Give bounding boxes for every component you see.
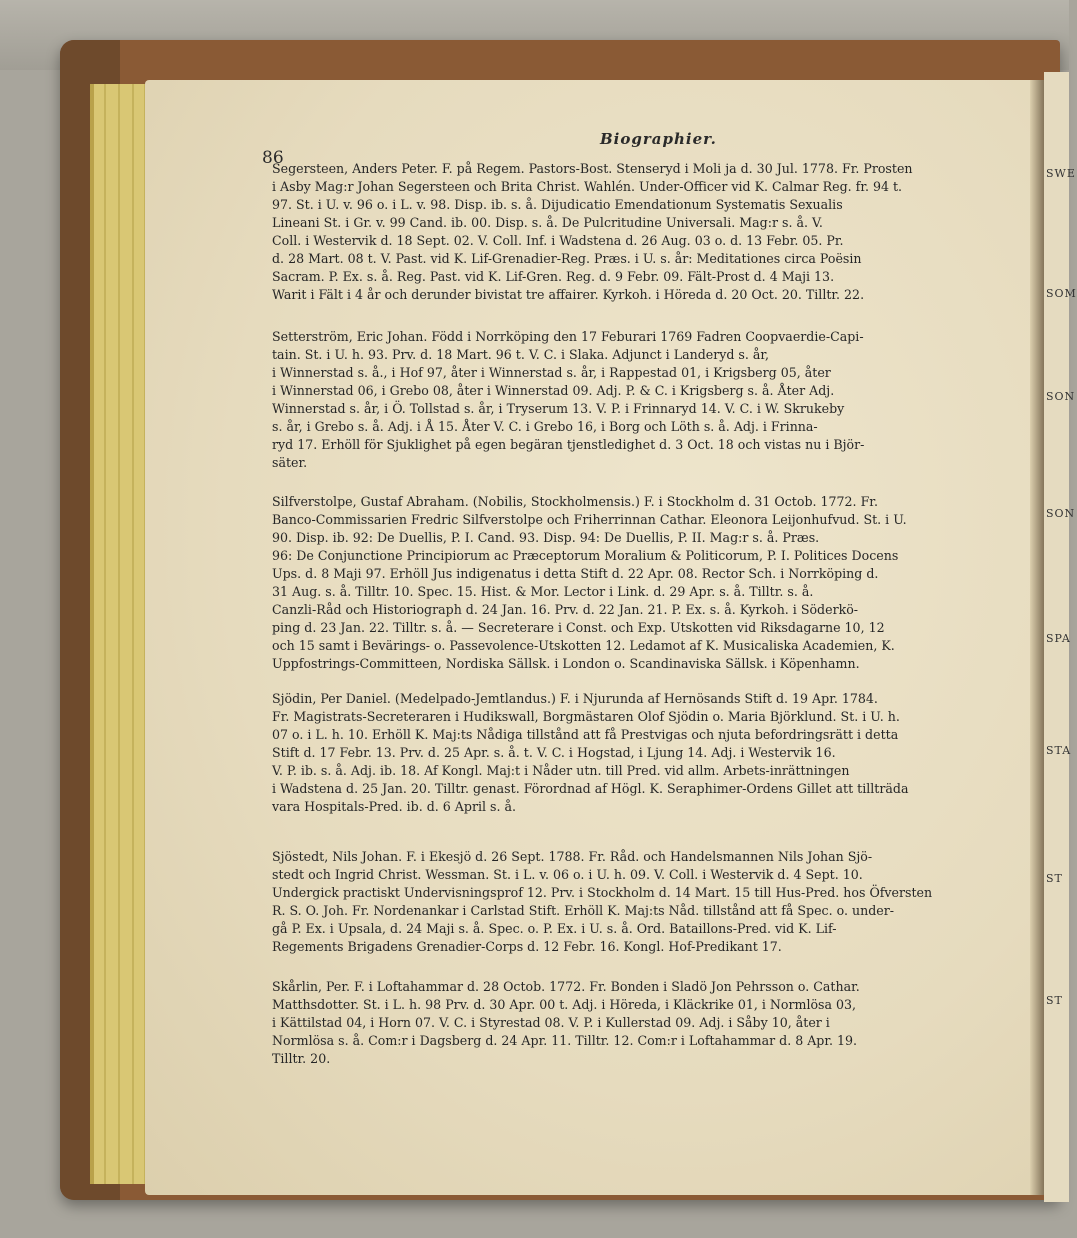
entry-sjostedt	[272, 848, 1034, 956]
entry-line: Canzli-Råd och Historiograph d. 24 Jan. 16. Prv. d. 22 Jan. 21. P. Ex. s. å. Kyrkoh. i Söderkö-	[272, 602, 859, 617]
entry-setterstrom	[272, 328, 1034, 472]
entry-line: Setterström, Eric Johan. Född i Norrköping den 17 Feburari 1769 Fadren Coopvaerdie-Capi-	[272, 329, 864, 344]
entry-line: d. 28 Mart. 08 t. V. Past. vid K. Lif-Grenadier-Reg. Præs. i U. s. år: Meditationes circa Poësin	[272, 251, 862, 266]
entry-line: Sjödin, Per Daniel. (Medelpado-Jemtlandus.) F. i Njurunda af Hernösands Stift d. 19 Apr. 1784.	[272, 691, 878, 706]
entry-line: s. år, i Grebo s. å. Adj. i Å 15. Åter V. C. i Grebo 16, i Borg och Löth s. å. Adj. i Frinna-	[272, 419, 818, 434]
entry-silfverstolpe	[272, 493, 1034, 673]
entry-line: Uppfostrings-Committeen, Nordiska Sällsk. i London o. Scandinaviska Sällsk. i Köpenhamn.	[272, 656, 860, 671]
entry-line: stedt och Ingrid Christ. Wessman. St. i L. v. 06 o. i U. h. 09. V. Coll. i Westervik d. 4 Sept. 10.	[272, 867, 863, 882]
entry-line: Segersteen, Anders Peter. F. på Regem. Pastors-Bost. Stenseryd i Moli ja d. 30 Jul. 1778. Fr. Prosten	[272, 161, 913, 176]
facing-fragment: STA	[1046, 744, 1072, 757]
page-number: 86	[262, 148, 284, 168]
entry-line: tain. St. i U. h. 93. Prv. d. 18 Mart. 96 t. V. C. i Slaka. Adjunct i Landeryd s. år,	[272, 347, 770, 362]
entry-line: Matthsdotter. St. i L. h. 98 Prv. d. 30 Apr. 00 t. Adj. i Höreda, i Kläckrike 01, i Normlösa 03,	[272, 997, 857, 1012]
entry-line: och 15 samt i Bevärings- o. Passevolence-Utskotten 12. Ledamot af K. Musicaliska Academien, K.	[272, 638, 895, 653]
entry-line: ping d. 23 Jan. 22. Tilltr. s. å. — Secreterare i Const. och Exp. Utskotten vid Riksdagarne 10, 12	[272, 620, 885, 635]
entry-line: Undergick practiskt Undervisningsprof 12. Prv. i Stockholm d. 14 Mart. 15 till Hus-Pred. hos Öfversten	[272, 885, 933, 900]
entry-line: Lineani St. i Gr. v. 99 Cand. ib. 00. Disp. s. å. De Pulcritudine Universali. Mag:r s. å. V.	[272, 215, 823, 230]
entry-line: vara Hospitals-Pred. ib. d. 6 April s. å.	[272, 799, 516, 814]
entry-line: R. S. O. Joh. Fr. Nordenankar i Carlstad Stift. Erhöll K. Maj:ts Nåd. tillstånd att få Spec. o. under-	[272, 903, 894, 918]
facing-fragment: ST	[1046, 994, 1063, 1007]
entry-line: V. P. ib. s. å. Adj. ib. 18. Af Kongl. Maj:t i Nåder utn. till Pred. vid allm. Arbets-inrättningen	[272, 763, 850, 778]
entry-line: säter.	[272, 455, 308, 470]
entry-sjodin	[272, 690, 1034, 816]
entry-segersteen	[272, 160, 1034, 304]
entry-line: Regements Brigadens Grenadier-Corps d. 12 Febr. 16. Kongl. Hof-Predikant 17.	[272, 939, 782, 954]
facing-fragment: SWE	[1046, 167, 1076, 180]
entry-line: gå P. Ex. i Upsala, d. 24 Maji s. å. Spec. o. P. Ex. i U. s. å. Ord. Bataillons-Pred. vid K. Lif-	[272, 921, 837, 936]
entry-line: ryd 17. Erhöll för Sjuklighet på egen begäran tjenstledighet d. 3 Oct. 18 och vistas nu i Björ-	[272, 437, 865, 452]
facing-fragment: SON	[1046, 507, 1076, 520]
entry-line: Tilltr. 20.	[272, 1051, 331, 1066]
entry-line: Skårlin, Per. F. i Loftahammar d. 28 Octob. 1772. Fr. Bonden i Sladö Jon Pehrsson o. Cathar.	[272, 979, 860, 994]
entry-line: 90. Disp. ib. 92: De Duellis, P. I. Cand. 93. Disp. 94: De Duellis, P. II. Mag:r s. å. Præs.	[272, 530, 820, 545]
entry-line: i Kättilstad 04, i Horn 07. V. C. i Styrestad 08. V. P. i Kullerstad 09. Adj. i Såby 10, åter i	[272, 1015, 830, 1030]
entry-line: Silfverstolpe, Gustaf Abraham. (Nobilis, Stockholmensis.) F. i Stockholm d. 31 Octob. 1772. Fr.	[272, 494, 878, 509]
entry-line: Banco-Commissarien Fredric Silfverstolpe och Friherrinnan Cathar. Eleonora Leijonhufvud. St. i U.	[272, 512, 907, 527]
entry-line: Winnerstad s. år, i Ö. Tollstad s. år, i Tryserum 13. V. P. i Frinnaryd 14. V. C. i W. Skrukeby	[272, 401, 845, 416]
entry-line: Sacram. P. Ex. s. å. Reg. Past. vid K. Lif-Gren. Reg. d. 9 Febr. 09. Fält-Prost d. 4 Maji 13.	[272, 269, 835, 284]
entry-line: i Winnerstad 06, i Grebo 08, åter i Winnerstad 09. Adj. P. & C. i Krigsberg s. å. Åter Adj.	[272, 383, 835, 398]
facing-fragment: SON	[1046, 390, 1076, 403]
entry-line: i Wadstena d. 25 Jan. 20. Tilltr. genast. Förordnad af Högl. K. Seraphimer-Ordens Gillet att tillträda	[272, 781, 909, 796]
entry-line: Coll. i Westervik d. 18 Sept. 02. V. Coll. Inf. i Wadstena d. 26 Aug. 03 o. d. 13 Febr. 05. Pr.	[272, 233, 844, 248]
entry-line: Stift d. 17 Febr. 13. Prv. d. 25 Apr. s. å. t. V. C. i Hogstad, i Ljung 14. Adj. i Westervik 16.	[272, 745, 836, 760]
facing-fragment: SPA	[1046, 632, 1071, 645]
entry-line: 31 Aug. s. å. Tilltr. 10. Spec. 15. Hist. & Mor. Lector i Link. d. 29 Apr. s. å. Tilltr. s. å.	[272, 584, 814, 599]
facing-fragment: ST	[1046, 872, 1063, 885]
entry-line: Warit i Fält i 4 år och derunder bivistat tre affairer. Kyrkoh. i Höreda d. 20 Oct. 20. Tilltr. 22.	[272, 287, 865, 302]
entry-line: Normlösa s. å. Com:r i Dagsberg d. 24 Apr. 11. Tilltr. 12. Com:r i Loftahammar d. 8 Apr. 19.	[272, 1033, 858, 1048]
entry-line: Fr. Magistrats-Secreteraren i Hudikswall, Borgmästaren Olof Sjödin o. Maria Björklund. St. i U. h.	[272, 709, 900, 724]
entry-line: 97. St. i U. v. 96 o. i L. v. 98. Disp. ib. s. å. Dijudicatio Emendationum Systematis Sexualis	[272, 197, 843, 212]
entry-line: Ups. d. 8 Maji 97. Erhöll Jus indigenatus i detta Stift d. 22 Apr. 08. Rector Sch. i Norrköping d.	[272, 566, 879, 581]
facing-page-edge	[1044, 72, 1077, 1202]
entry-skarlin	[272, 978, 1034, 1068]
running-head: Biographier.	[600, 130, 717, 148]
entry-line: i Asby Mag:r Johan Segersteen och Brita Christ. Wahlén. Under-Officer vid K. Calmar Reg. fr. 94 t.	[272, 179, 903, 194]
facing-fragment: SOM	[1046, 287, 1077, 300]
entry-line: 07 o. i L. h. 10. Erhöll K. Maj:ts Nådiga tillstånd att få Prestvigas och njuta befordringsrätt i detta	[272, 727, 899, 742]
entry-line: 96: De Conjunctione Principiorum ac Præceptorum Moralium & Politicorum, P. I. Politices Docens	[272, 548, 899, 563]
entry-line: Sjöstedt, Nils Johan. F. i Ekesjö d. 26 Sept. 1788. Fr. Råd. och Handelsmannen Nils Johan Sjö-	[272, 849, 873, 864]
entry-line: i Winnerstad s. å., i Hof 97, åter i Winnerstad s. år, i Rappestad 01, i Krigsberg 05, åter	[272, 365, 831, 380]
